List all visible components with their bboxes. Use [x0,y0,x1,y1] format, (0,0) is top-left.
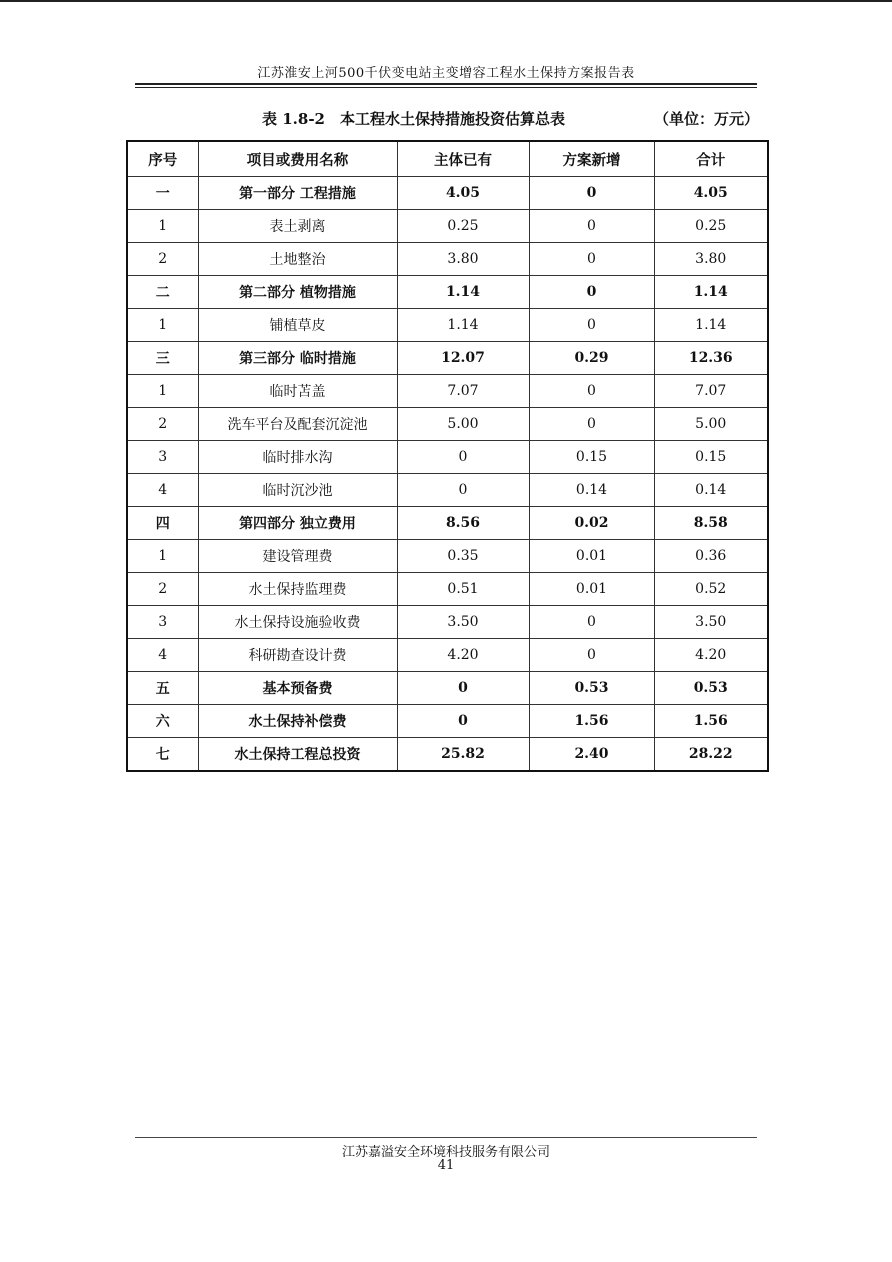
total-cost-cell: 1.56 [654,705,768,738]
existing-cost-cell: 8.56 [397,507,529,540]
table-row [127,441,768,474]
existing-cost-cell: 4.05 [397,177,529,210]
item-name-cell: 临时沉沙池 [198,474,397,507]
new-cost-cell: 0.15 [529,441,654,474]
total-cost-cell: 0.14 [654,474,768,507]
item-name-cell: 表土剥离 [198,210,397,243]
new-cost-cell: 2.40 [529,738,654,772]
row-index-cell: 4 [127,639,198,672]
new-cost-cell: 0 [529,177,654,210]
existing-cost-cell: 0 [397,705,529,738]
table-row [127,210,768,243]
total-cost-cell: 7.07 [654,375,768,408]
header-cell-item: 项目或费用名称 [198,141,397,177]
existing-cost-cell: 3.80 [397,243,529,276]
row-index-cell: 二 [127,276,198,309]
table-row [127,573,768,606]
total-cost-cell: 1.14 [654,276,768,309]
total-cost-cell: 8.58 [654,507,768,540]
page-number: 41 [437,1158,455,1173]
table-row [127,474,768,507]
row-index-cell: 1 [127,210,198,243]
existing-cost-cell: 4.20 [397,639,529,672]
item-name-cell: 临时排水沟 [198,441,397,474]
investment-table [126,140,769,772]
item-name-cell: 水土保持工程总投资 [198,738,397,772]
item-name-cell: 水土保持设施验收费 [198,606,397,639]
existing-cost-cell: 3.50 [397,606,529,639]
table-header-row [127,141,768,177]
footer-rule [135,1137,757,1138]
item-name-cell: 临时苫盖 [198,375,397,408]
row-index-cell: 2 [127,408,198,441]
existing-cost-cell: 0 [397,672,529,705]
existing-cost-cell: 1.14 [397,309,529,342]
table-row [127,177,768,210]
existing-cost-cell: 1.14 [397,276,529,309]
row-index-cell: 1 [127,309,198,342]
header-cell-total: 合计 [654,141,768,177]
item-name-cell: 水土保持补偿费 [198,705,397,738]
new-cost-cell: 0 [529,606,654,639]
header-rule-thin [135,87,757,88]
table-row [127,309,768,342]
table-row [127,342,768,375]
total-cost-cell: 3.50 [654,606,768,639]
total-cost-cell: 1.14 [654,309,768,342]
header-cell-index: 序号 [127,141,198,177]
new-cost-cell: 1.56 [529,705,654,738]
new-cost-cell: 0 [529,276,654,309]
table-row [127,705,768,738]
existing-cost-cell: 0.35 [397,540,529,573]
existing-cost-cell: 0.51 [397,573,529,606]
total-cost-cell: 0.25 [654,210,768,243]
item-name-cell: 第一部分 工程措施 [198,177,397,210]
table-caption: 表 1.8-2 本工程水土保持措施投资估算总表 [262,110,565,128]
existing-cost-cell: 0.25 [397,210,529,243]
row-index-cell: 3 [127,606,198,639]
item-name-cell: 第三部分 临时措施 [198,342,397,375]
row-index-cell: 3 [127,441,198,474]
total-cost-cell: 28.22 [654,738,768,772]
row-index-cell: 七 [127,738,198,772]
new-cost-cell: 0 [529,408,654,441]
total-cost-cell: 5.00 [654,408,768,441]
existing-cost-cell: 5.00 [397,408,529,441]
row-index-cell: 1 [127,375,198,408]
table-row [127,375,768,408]
item-name-cell: 第四部分 独立费用 [198,507,397,540]
header-rule [135,83,757,85]
item-name-cell: 第二部分 植物措施 [198,276,397,309]
page-top-border [0,0,892,2]
item-name-cell: 基本预备费 [198,672,397,705]
table-row [127,738,768,772]
item-name-cell: 水土保持监理费 [198,573,397,606]
existing-cost-cell: 0 [397,441,529,474]
new-cost-cell: 0.29 [529,342,654,375]
total-cost-cell: 3.80 [654,243,768,276]
total-cost-cell: 4.20 [654,639,768,672]
new-cost-cell: 0 [529,639,654,672]
table-row [127,408,768,441]
existing-cost-cell: 0 [397,474,529,507]
row-index-cell: 一 [127,177,198,210]
new-cost-cell: 0.14 [529,474,654,507]
header-cell-new: 方案新增 [529,141,654,177]
new-cost-cell: 0.53 [529,672,654,705]
table-row [127,507,768,540]
existing-cost-cell: 12.07 [397,342,529,375]
row-index-cell: 1 [127,540,198,573]
new-cost-cell: 0.01 [529,573,654,606]
new-cost-cell: 0 [529,309,654,342]
new-cost-cell: 0 [529,210,654,243]
header-cell-existing: 主体已有 [397,141,529,177]
footer-company: 江苏嘉溢安全环境科技服务有限公司 [341,1145,550,1160]
item-name-cell: 铺植草皮 [198,309,397,342]
row-index-cell: 四 [127,507,198,540]
item-name-cell: 洗车平台及配套沉淀池 [198,408,397,441]
row-index-cell: 六 [127,705,198,738]
table-row [127,672,768,705]
table-row [127,540,768,573]
row-index-cell: 4 [127,474,198,507]
new-cost-cell: 0.02 [529,507,654,540]
row-index-cell: 五 [127,672,198,705]
total-cost-cell: 0.52 [654,573,768,606]
running-header: 江苏淮安上河500千伏变电站主变增容工程水土保持方案报告表 [257,66,635,81]
total-cost-cell: 4.05 [654,177,768,210]
item-name-cell: 土地整治 [198,243,397,276]
total-cost-cell: 0.15 [654,441,768,474]
row-index-cell: 三 [127,342,198,375]
new-cost-cell: 0 [529,375,654,408]
total-cost-cell: 0.36 [654,540,768,573]
row-index-cell: 2 [127,573,198,606]
table-row [127,639,768,672]
existing-cost-cell: 25.82 [397,738,529,772]
existing-cost-cell: 7.07 [397,375,529,408]
table-row [127,243,768,276]
new-cost-cell: 0 [529,243,654,276]
item-name-cell: 建设管理费 [198,540,397,573]
table-unit: （单位：万元） [654,110,760,128]
total-cost-cell: 12.36 [654,342,768,375]
table-row [127,606,768,639]
new-cost-cell: 0.01 [529,540,654,573]
row-index-cell: 2 [127,243,198,276]
table-row [127,276,768,309]
table-body [127,177,768,772]
total-cost-cell: 0.53 [654,672,768,705]
item-name-cell: 科研勘查设计费 [198,639,397,672]
